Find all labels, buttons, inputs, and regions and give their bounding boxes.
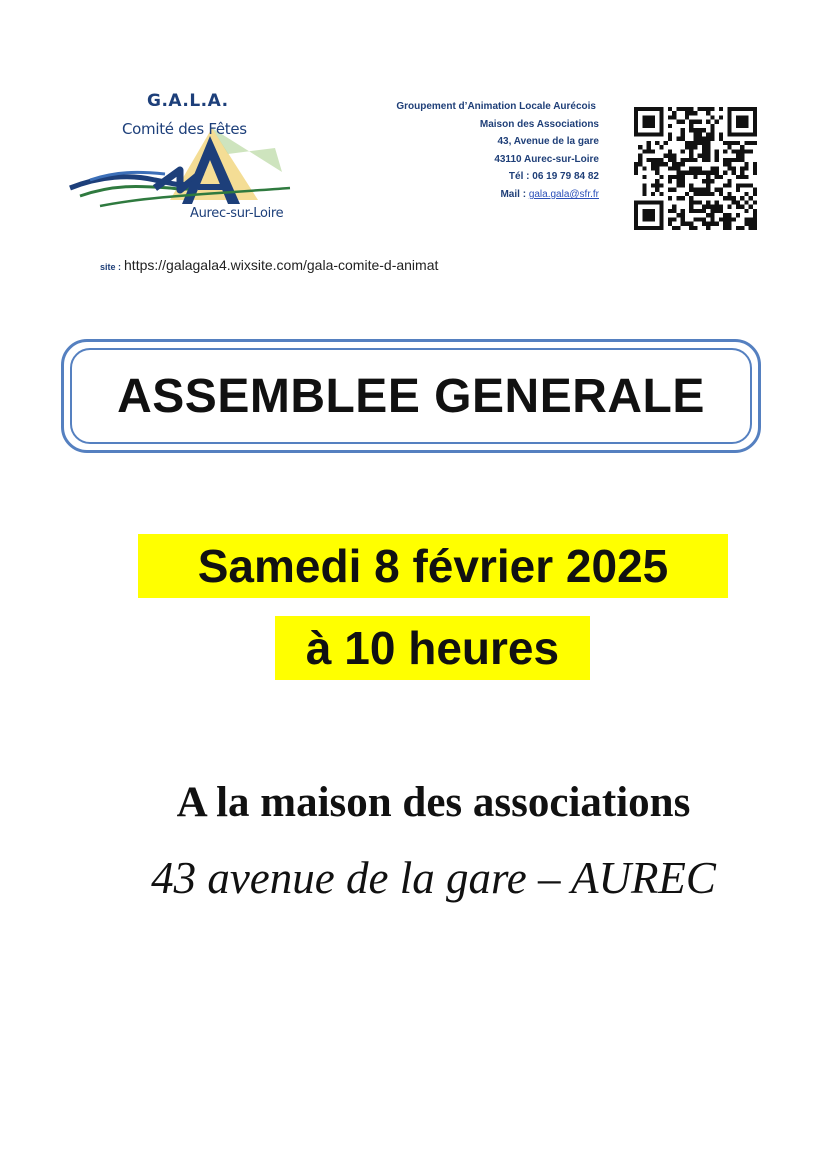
- mail-link[interactable]: gala.gala@sfr.fr: [528, 188, 599, 200]
- site-label: site :: [100, 262, 122, 272]
- logo-title: G.A.L.A.: [147, 91, 229, 111]
- qr-modules: [634, 107, 757, 230]
- logo-town: Aurec-sur-Loire: [190, 206, 284, 221]
- qr-code[interactable]: [634, 107, 757, 230]
- phone: Tél : 06 19 79 84 82: [508, 171, 599, 183]
- event-time: à 10 heures: [275, 616, 590, 680]
- site-line: [100, 257, 438, 273]
- event-venue: A la maison des associations: [176, 779, 691, 826]
- venue-address: 43 avenue de la gare – AUREC: [151, 853, 716, 903]
- site-url[interactable]: https://galagala4.wixsite.com/gala-comite-d-animat: [124, 257, 439, 273]
- org-name: Groupement d’Animation Locale Aurécois: [396, 101, 596, 112]
- building-name: Maison des Associations: [479, 118, 599, 130]
- mail-label: Mail :: [500, 188, 529, 200]
- street-address: 43, Avenue de la gare: [497, 136, 599, 148]
- city: 43110 Aurec-sur-Loire: [494, 153, 599, 165]
- address-block: [396, 98, 599, 204]
- event-date: Samedi 8 février 2025: [138, 534, 728, 598]
- logo-subtitle: Comité des Fêtes: [122, 120, 247, 138]
- mail-line: [396, 186, 599, 204]
- page-title: ASSEMBLEE GENERALE: [117, 369, 705, 423]
